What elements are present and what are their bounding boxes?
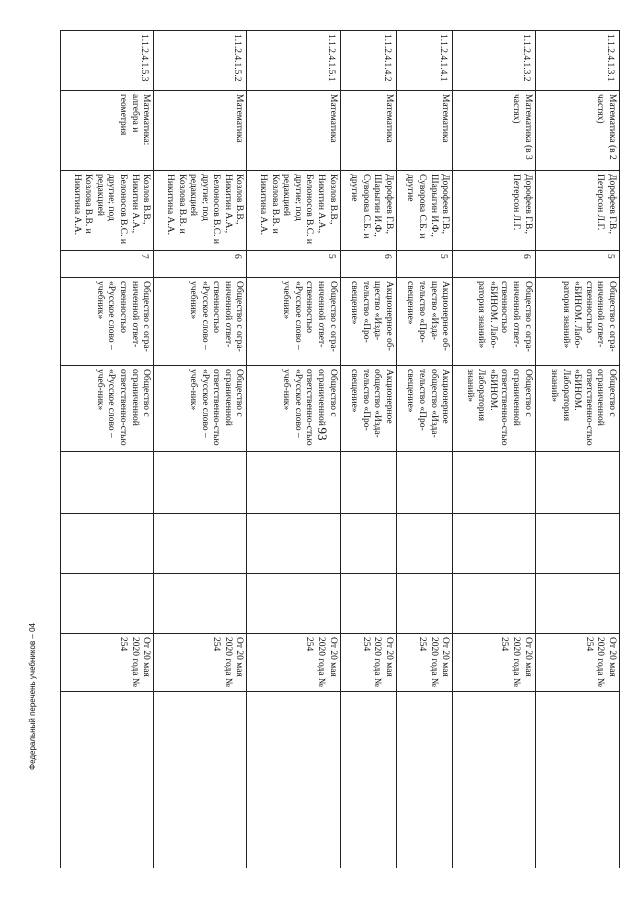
order-date-cell: От 20 мая 2020 года № 254 xyxy=(396,634,452,692)
empty-cell xyxy=(154,514,247,574)
subject-cell: Математика xyxy=(247,91,340,171)
row-number: 1.1.2.4.1.3.2 xyxy=(453,31,535,91)
row-number: 1.1.2.4.1.3.1 xyxy=(535,31,619,91)
order-date-cell: От 20 мая 2020 года № 254 xyxy=(61,634,154,692)
grade-cell: 5 xyxy=(247,251,340,278)
authors-cell: Дорофеев Г.В., Петерсон Л.Г. xyxy=(535,171,619,251)
authors-cell: Козлов В.В., Никитин А.А., Белоносов В.С. и другие; под редакцией Козлова В.В. и Никитина А.А. xyxy=(247,171,340,251)
subject-cell: Математика xyxy=(396,91,452,171)
empty-cell xyxy=(453,574,535,634)
empty-cell xyxy=(535,452,619,514)
subject-cell: Математика (в 2 частях) xyxy=(535,91,619,171)
textbook-table-container xyxy=(60,30,620,868)
empty-cell xyxy=(453,692,535,869)
row-number: 1.1.2.4.1.5.2 xyxy=(154,31,247,91)
authors-cell: Дорофеев Г.В., Шарыгин И.Ф., Суворова С.Б. и другие xyxy=(396,171,452,251)
publisher-cell: Общество с огра-ниченной ответ-ственностью «Русское слово – учебник» xyxy=(247,278,340,366)
empty-cell xyxy=(154,692,247,869)
empty-cell xyxy=(535,574,619,634)
table-row xyxy=(535,31,619,869)
empty-cell xyxy=(453,514,535,574)
publisher-cell: Общество с огра-ниченной ответ-ственностью «Русское слово – учебник» xyxy=(154,278,247,366)
authors-cell: Дорофеев Г.В., Петерсон Л.Г. xyxy=(453,171,535,251)
row-number: 1.1.2.4.1.4.2 xyxy=(340,31,396,91)
authors-cell: Козлов В.В., Никитин А.А., Белоносов В.С. и другие; под редакцией Козлова В.В. и Никитина А.А. xyxy=(61,171,154,251)
empty-cell xyxy=(61,692,154,869)
empty-cell xyxy=(396,574,452,634)
order-date-cell: От 20 мая 2020 года № 254 xyxy=(535,634,619,692)
publisher-cell: Акционерное об-щество «Изда-тельство «Про-свещение» xyxy=(396,278,452,366)
empty-cell xyxy=(61,574,154,634)
grade-cell: 6 xyxy=(340,251,396,278)
empty-cell xyxy=(535,692,619,869)
rights-holder-cell: Общество с ограниченной ответственно-стью «БИНОМ. Лаборатория знаний» xyxy=(535,366,619,452)
grade-cell: 6 xyxy=(453,251,535,278)
rights-holder-cell: Общество с ограниченной ответственно-стью «Русское слово – учеб-ник» xyxy=(154,366,247,452)
order-date-cell: От 20 мая 2020 года № 254 xyxy=(154,634,247,692)
order-date-cell: От 20 мая 2020 года № 254 xyxy=(340,634,396,692)
rights-holder-cell: Акционерное общество «Изда-тельство «Про-свещение» xyxy=(340,366,396,452)
publisher-cell: Акционерное об-щество «Изда-тельство «Про-свещение» xyxy=(340,278,396,366)
authors-cell: Козлов В.В., Никитин А.А., Белоносов В.С. и другие; под редакцией Козлова В.В. и Никитина А.А. xyxy=(154,171,247,251)
row-number: 1.1.2.4.1.5.3 xyxy=(61,31,154,91)
empty-cell xyxy=(61,514,154,574)
publisher-cell: Общество с огра-ниченной ответ-ственностью «Русское слово – учебник» xyxy=(61,278,154,366)
empty-cell xyxy=(340,574,396,634)
table-row xyxy=(340,31,396,869)
authors-cell: Дорофеев Г.В., Шарыгин И.Ф., Суворова С.Б. и другие xyxy=(340,171,396,251)
rights-holder-cell: Общество с ограниченной ответственно-стью «БИНОМ. Лаборатория знаний» xyxy=(453,366,535,452)
rights-holder-cell: Общество с ограниченной ответственно-стью «Русское слово – учеб-ник» xyxy=(61,366,154,452)
table-row xyxy=(453,31,535,869)
table-row xyxy=(154,31,247,869)
subject-cell: Математика xyxy=(154,91,247,171)
row-number: 1.1.2.4.1.4.1 xyxy=(396,31,452,91)
empty-cell xyxy=(247,514,340,574)
empty-cell xyxy=(340,452,396,514)
rights-holder-cell: Общество с ограниченной ответственно-стью «Русское слово – учеб-ник» xyxy=(247,366,340,452)
table-row xyxy=(396,31,452,869)
publisher-cell: Общество с огра-ниченной ответ-ственностью «БИНОМ. Лабо-ратория знаний» xyxy=(453,278,535,366)
subject-cell: Математика (в 3 частях) xyxy=(453,91,535,171)
rights-holder-cell: Акционерное общество «Изда-тельство «Про-свещение» xyxy=(396,366,452,452)
empty-cell xyxy=(61,452,154,514)
table-body xyxy=(61,31,620,869)
table-row xyxy=(247,31,340,869)
grade-cell: 6 xyxy=(154,251,247,278)
table-row xyxy=(61,31,154,869)
order-date-cell: От 20 мая 2020 года № 254 xyxy=(247,634,340,692)
subject-cell: Математика: алгебра и геометрия xyxy=(61,91,154,171)
empty-cell xyxy=(340,514,396,574)
subject-cell: Математика xyxy=(340,91,396,171)
empty-cell xyxy=(535,514,619,574)
grade-cell: 7 xyxy=(61,251,154,278)
empty-cell xyxy=(453,452,535,514)
footer-text: Федеральный перечень учебников – 04 xyxy=(28,623,37,770)
empty-cell xyxy=(396,452,452,514)
publisher-cell: Общество с огра-ниченной ответ-ственностью «БИНОМ. Лабо-ратория знаний» xyxy=(535,278,619,366)
page-number: 93 xyxy=(315,427,330,441)
empty-cell xyxy=(247,452,340,514)
empty-cell xyxy=(154,574,247,634)
textbook-table xyxy=(60,30,620,868)
empty-cell xyxy=(154,452,247,514)
empty-cell xyxy=(396,692,452,869)
grade-cell: 5 xyxy=(396,251,452,278)
order-date-cell: От 20 мая 2020 года № 254 xyxy=(453,634,535,692)
empty-cell xyxy=(247,692,340,869)
empty-cell xyxy=(340,692,396,869)
empty-cell xyxy=(396,514,452,574)
empty-cell xyxy=(247,574,340,634)
grade-cell: 5 xyxy=(535,251,619,278)
row-number: 1.1.2.4.1.5.1 xyxy=(247,31,340,91)
